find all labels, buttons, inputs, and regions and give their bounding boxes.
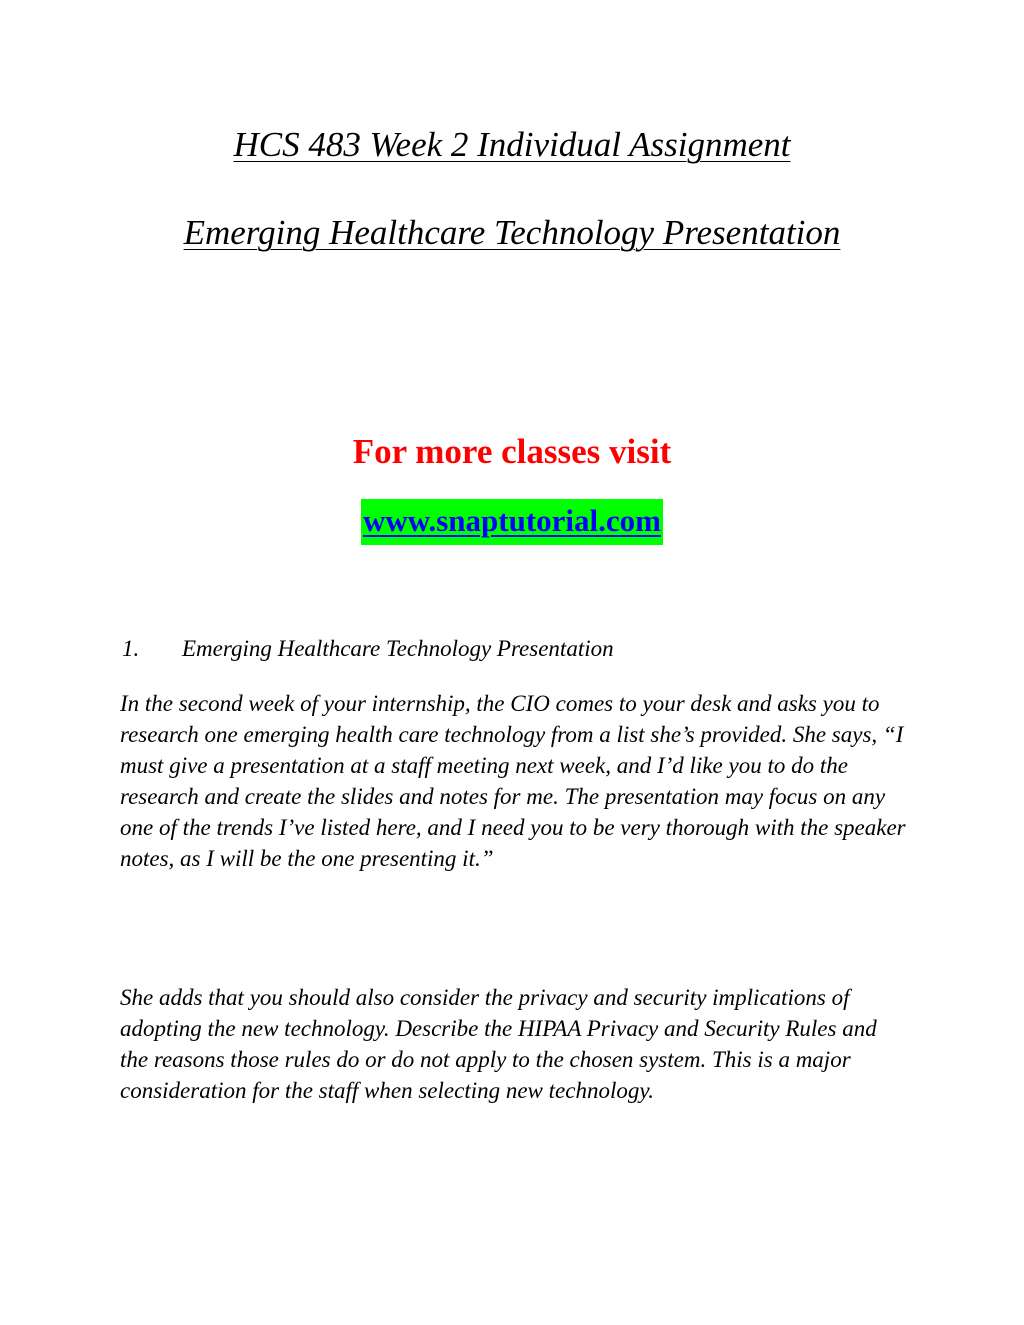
list-item-text: Emerging Healthcare Technology Presentation — [182, 636, 614, 661]
list-item-number: 1. — [122, 636, 140, 661]
snaptutorial-link[interactable]: www.snaptutorial.com — [361, 499, 663, 545]
numbered-list-item — [122, 637, 614, 660]
assignment-paragraph-2: She adds that you should also consider the privacy and security implications of adopting the new technology. Describe the HIPAA Privacy and Security Rules and the reasons those rules do or do not apply to the chosen system. This is a major consideration for the staff when selecting new technology. — [120, 985, 877, 1103]
promo-link-container — [0, 499, 1024, 545]
presentation-title: Emerging Healthcare Technology Presentation — [183, 213, 841, 252]
assignment-title: HCS 483 Week 2 Individual Assignment — [233, 125, 791, 164]
assignment-paragraph-1: In the second week of your internship, the CIO comes to your desk and asks you to research one emerging health care technology from a list she’s provided. She says, “I must give a presentation at a staff meeting next week, and I’d like you to do the research and create the slides and notes for me. The presentation may focus on any one of the trends I’ve listed here, and I need you to be very thorough with the speaker notes, as I will be the one presenting it.” — [120, 691, 906, 871]
promo-heading: For more classes visit — [352, 432, 672, 471]
